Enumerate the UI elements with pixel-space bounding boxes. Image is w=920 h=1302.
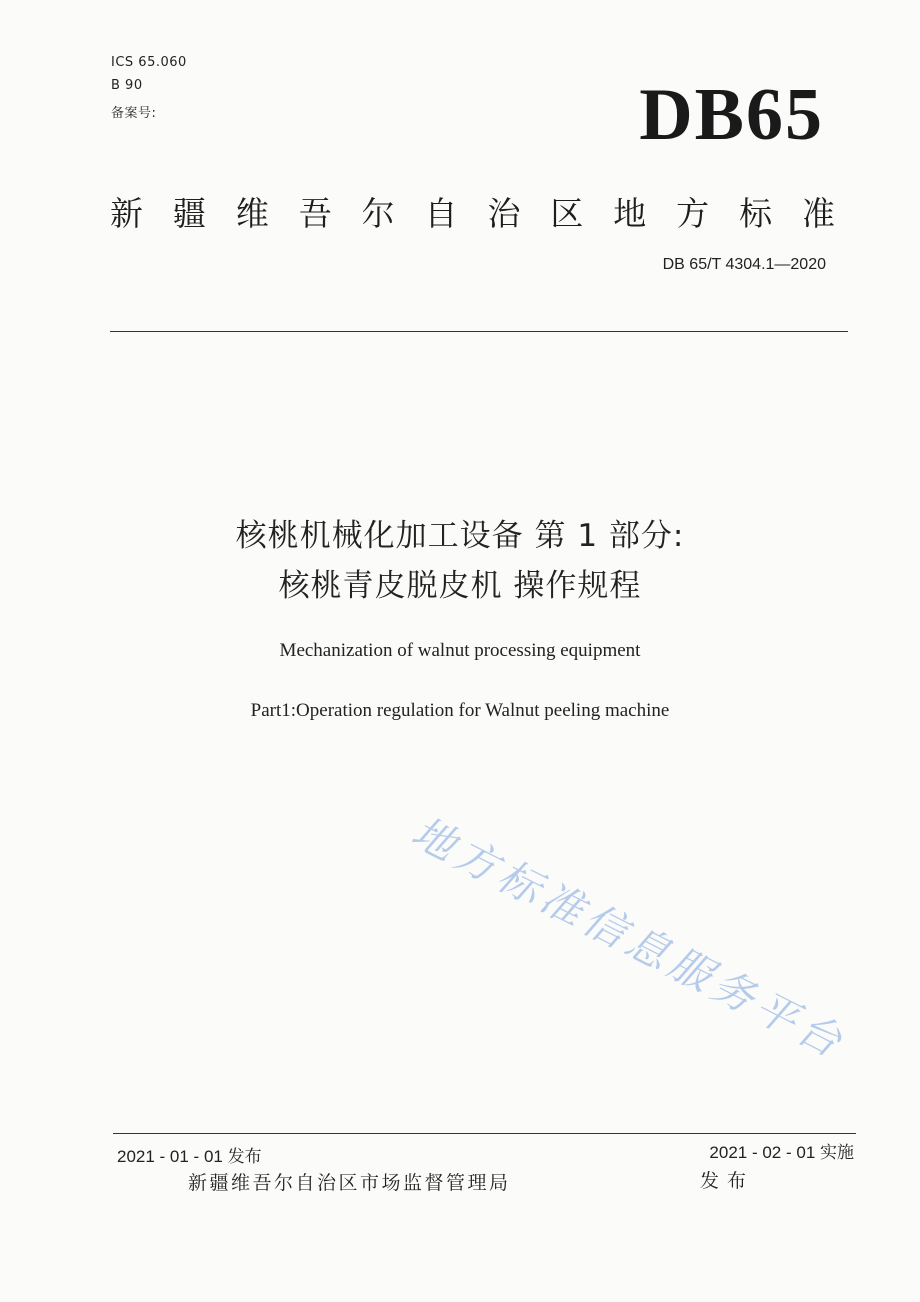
ics-code: ICS 65.060 xyxy=(111,55,187,70)
bottom-divider xyxy=(113,1133,856,1134)
title-char: 方 xyxy=(676,194,710,233)
title-char: 地 xyxy=(613,194,647,233)
standard-logo: DB65 xyxy=(639,74,824,156)
watermark-stamp: 地方标准信息服务平台 xyxy=(404,807,855,1069)
chinese-title-line-1: 核桃机械化加工设备 第 1 部分: xyxy=(235,518,685,554)
english-title-line-1: Mechanization of walnut processing equipment xyxy=(279,640,641,661)
english-title-line-2: Part1:Operation regulation for Walnut peeling machine xyxy=(250,700,670,721)
top-divider xyxy=(110,331,848,332)
standard-number: DB 65/T 4304.1—2020 xyxy=(662,256,826,273)
registration-label: 备案号: xyxy=(111,106,157,121)
chinese-title-line-2: 核桃青皮脱皮机 操作规程 xyxy=(278,568,642,604)
title-char: 新 xyxy=(110,194,143,233)
publisher-suffix: 发布 xyxy=(700,1170,755,1192)
publisher-name: 新疆维吾尔自治区市场监督管理局 xyxy=(188,1172,511,1194)
title-char: 自 xyxy=(424,194,458,233)
title-char: 维 xyxy=(235,194,269,233)
title-char: 疆 xyxy=(172,194,206,233)
title-char: 吾 xyxy=(298,194,332,233)
implement-date: 2021 - 02 - 01 实施 xyxy=(709,1143,854,1162)
title-char: 区 xyxy=(550,194,584,233)
title-char: 治 xyxy=(487,194,521,233)
title-char: 标 xyxy=(739,194,773,233)
publish-date: 2021 - 01 - 01 发布 xyxy=(117,1147,262,1166)
standard-type-title xyxy=(110,188,835,235)
title-char: 尔 xyxy=(361,194,395,233)
classification-code: B 90 xyxy=(111,78,143,93)
title-char: 准 xyxy=(801,194,835,233)
